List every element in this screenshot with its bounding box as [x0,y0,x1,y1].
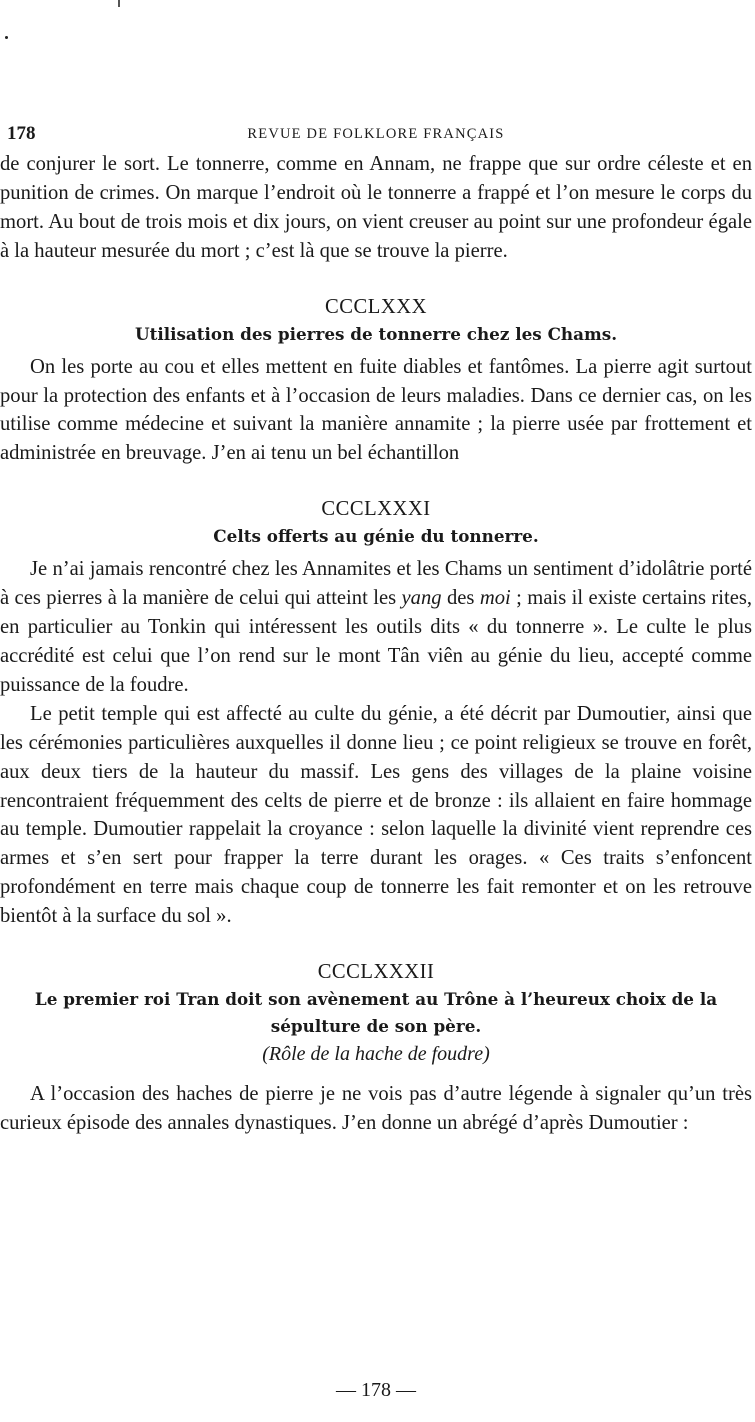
section-number: CCCLXXXI [321,498,431,521]
section-ccclxxx [0,293,752,469]
intro-paragraph: de conjurer le sort. Le tonnerre, comme en Annam, ne frappe que sur ordre céleste et en punition de crimes. On marque l’endroit où le tonnerre a frappé et l’on mesure le corps du mort. Au bout de trois mois et dix jours, on vient creuser au point sur une profondeur égale à la hauteur mesurée du mort ; c’est là que se trouve la pierre. [0,153,752,262]
section-subtitle: (Rôle de la hache de foudre) [262,1043,490,1066]
section-paragraph: A l’occasion des haches de pierre je ne vois pas d’autre légende à signaler qu’un très curieux épisode des annales dynastiques. J’en donne un abrégé d’après Dumoutier : [0,1083,752,1134]
italic-term-yang: yang [401,587,442,610]
section-ccclxxxii [0,958,752,1138]
section-paragraph: Le petit temple qui est affecté au culte du génie, a été décrit par Dumoutier, ainsi que les cérémonies particulières auxquelles il donne lieu ; ce point religieux se trouve en forêt, aux deux tiers de la hauteur du massif. Les gens des villages de la plaine voisine rencontraient fréquemment des celts de pierre et de bronze : ils allaient en faire hommage au temple. Dumoutier rappelait la croyance : selon laquelle la divinité vient reprendre ces armes et s’en sert pour frapper la terre durant les orages. « Ces traits s’enfoncent profondément en terre mais chaque coup de tonnerre les fait remonter et on les retrouve bientôt à la surface du sol ». [0,702,752,928]
italic-term-moi: moi [479,587,511,610]
document-page [0,118,752,1138]
section-number: CCCLXXX [325,295,427,318]
paragraph-text: Je n’ai jamais rencontré chez les Annamites et les Chams un sentiment d’idolâtrie porté à ces pierres à la manière de celui qui atteint les [0,558,752,610]
running-header [0,118,752,150]
section-ccclxxxi [0,495,752,931]
section-title: Utilisation des pierres de tonnerre chez les Chams. [134,323,618,344]
section-number: CCCLXXXII [317,961,435,984]
section-title: Celts offerts au génie du tonnerre. [213,526,539,547]
section-paragraph: On les porte au cou et elles mettent en fuite diables et fantômes. La pierre agit surtout pour la protection des enfants et à l’occasion de leurs maladies. Dans ce dernier cas, on les utilise comme médecine et suivant la manière annamite ; la pierre usée par frottement et administrée en breuvage. J’en ai tenu un bel échantillon [0,355,752,465]
section-paragraph [0,555,752,700]
header-page-number: 178 [7,123,36,144]
header-running-title: REVUE DE FOLKLORE FRANÇAIS [247,126,505,142]
scan-mark [118,0,120,7]
section-title: Le premier roi Tran doit son avènement au Trône à l’heureux choix de la sépulture de son père. [34,989,718,1037]
scan-speck [5,36,8,39]
paragraph-text: ; mais il existe certains rites, en particulier au Tonkin qui intéressent les outils dits « du tonnerre ». Le culte le plus accrédité est celui que l’on rend sur le mont Tân viên au génie du lieu, accepté comme puissance de la foudre. [0,587,753,696]
footer-page-number: — 178 — [336,1379,416,1401]
paragraph-text: des [441,587,480,610]
